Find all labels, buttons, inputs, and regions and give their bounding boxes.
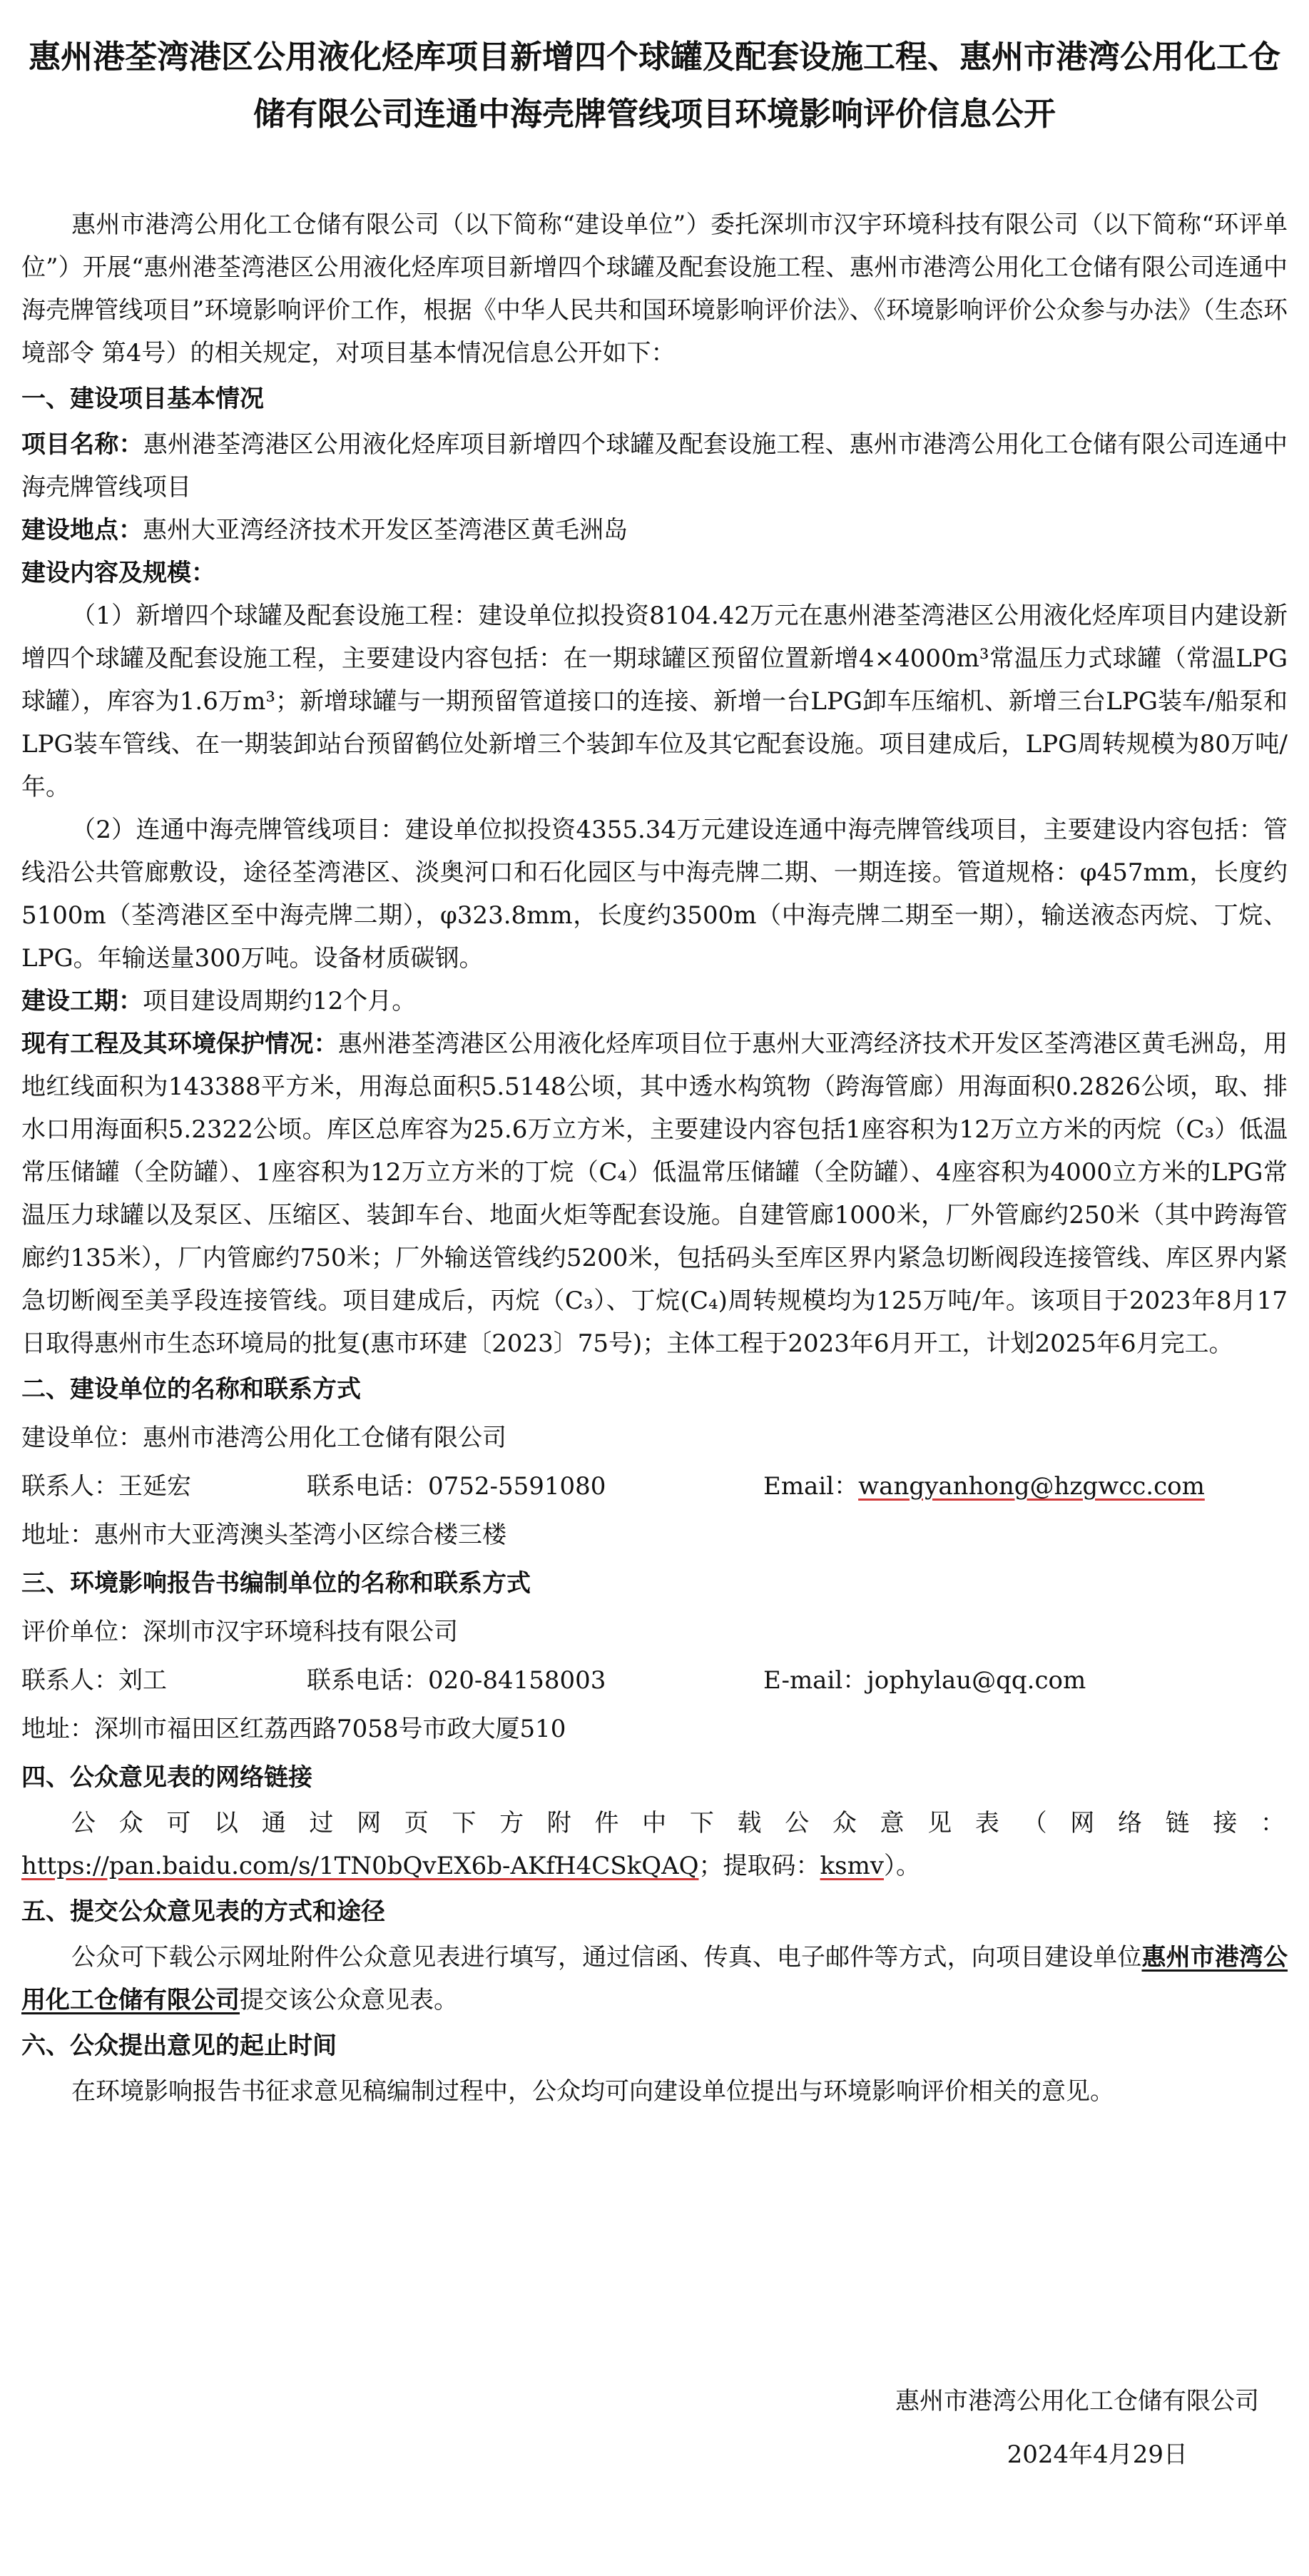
signature-company: 惠州市港湾公用化工仓储有限公司 [895,2387,1259,2415]
public-form-link[interactable]: https://pan.baidu.com/s/1TN0bQvEX6b-AKfH4CSkQAQ [21,1852,699,1880]
builder-contact: 联系人：王延宏 [21,1472,191,1501]
builder-email-link[interactable]: wangyanhong@hzgwcc.com [858,1472,1205,1501]
submission-company: 惠州市港湾公用化工仓储有限公司 [21,1943,1288,2014]
evaluator-unit: 评价单位：深圳市汉宇环境科技有限公司 [21,1618,458,1646]
public-form-intro: 公众可以通过网页下方附件中下载公众意见表（网络链接： [71,1809,1288,1837]
project-scope-label: 建设内容及规模： [21,559,215,587]
section-1-heading: 一、建设项目基本情况 [21,385,264,413]
project-period-value: 项目建设周期约12个月。 [143,987,417,1015]
scope-item-1: （1）新增四个球罐及配套设施工程：建设单位拟投资8104.42万元在惠州港荃湾港区公用液化烃库项目内建设新增四个球罐及配套设施工程，主要建设内容包括：在一期球罐区预留位置新增4×4000m³常温压力式球罐（常温LPG球罐），库容为1.6万m³；新增球罐与一期预留管道接口的连接、新增一台LPG卸车压缩机、新增三台LPG装车/船泵和LPG装车管线、在一期装卸站台预留鹤位处新增三个装卸车位及其它配套设施。项目建成后，LPG周转规模为80万吨/年。 [21,602,1288,801]
evaluator-contact-row [21,1656,1288,1705]
signature-date: 2024年4月29日 [1007,2440,1188,2469]
public-form-link-line: https://pan.baidu.com/s/1TN0bQvEX6b-AKfH4CSkQAQ；提取码：ksmv）。 [21,1852,921,1880]
extraction-code: ksmv [820,1852,885,1880]
existing-works [21,1023,1288,1365]
builder-address: 地址：惠州市大亚湾澳头荃湾小区综合楼三楼 [21,1521,506,1549]
intro-paragraph: 惠州市港湾公用化工仓储有限公司（以下简称“建设单位”）委托深圳市汉宇环境科技有限公司（以下简称“环评单位”）开展“惠州港荃湾港区公用液化烃库项目新增四个球罐及配套设施工程、惠州市港湾公用化工仓储有限公司连通中海壳牌管线项目”环境影响评价工作，根据《中华人民共和国环境影响评价法》、《环境影响评价公众参与办法》（生态环境部令 第4号）的相关规定，对项目基本情况信息公开如下： [21,211,1288,367]
existing-works-label: 现有工程及其环境保护情况： [21,1030,338,1058]
evaluator-email-link[interactable]: jophylau@qq.com [867,1666,1086,1695]
document-page [21,29,1288,2113]
project-name-label: 项目名称： [21,430,143,459]
existing-works-value: 惠州港荃湾港区公用液化烃库项目位于惠州大亚湾经济技术开发区荃湾港区黄毛洲岛，用地红线面积为143388平方米，用海总面积5.5148公顷，其中透水构筑物（跨海管廊）用海面积0.2826公顷，取、排水口用海面积5.2322公顷。库区总库容为25.6万立方米，主要建设内容包括1座容积为12万立方米的丙烷（C₃）低温常压储罐（全防罐）、1座容积为12万立方米的丁烷（C₄）低温常压储罐（全防罐）、4座容积为4000立方米的LPG常温压力球罐以及泵区、压缩区、装卸车台、地面火炬等配套设施。自建管廊1000米，厂外管廊约250米（其中跨海管廊约135米），厂内管廊约750米；厂外输送管线约5200米，包括码头至库区界内紧急切断阀段连接管线、库区界内紧急切断阀至美孚段连接管线。项目建成后，丙烷（C₃）、丁烷(C₄)周转规模均为125万吨/年。该项目于2023年8月17日取得惠州市生态环境局的批复(惠市环建〔2023〕75号)；主体工程于2023年6月开工，计划2025年6月完工。 [21,1030,1288,1358]
project-site [21,509,1288,552]
submission-text: 公众可下载公示网址附件公众意见表进行填写，通过信函、传真、电子邮件等方式，向项目建设单位惠州市港湾公用化工仓储有限公司提交该公众意见表。 [21,1943,1288,2014]
evaluator-address: 地址：深圳市福田区红荔西路7058号市政大厦510 [21,1715,566,1743]
section-5-heading: 五、提交公众意见表的方式和途径 [21,1897,385,1926]
section-3-heading: 三、环境影响报告书编制单位的名称和联系方式 [21,1569,531,1598]
period-text: 在环境影响报告书征求意见稿编制过程中，公众均可向建设单位提出与环境影响评价相关的意见。 [71,2077,1114,2106]
scope-item-2: （2）连通中海壳牌管线项目：建设单位拟投资4355.34万元建设连通中海壳牌管线项目，主要建设内容包括：管线沿公共管廊敷设，途径荃湾港区、淡奥河口和石化园区与中海壳牌二期、一期连接。管道规格：φ457mm，长度约5100m（荃湾港区至中海壳牌二期），φ323.8mm，长度约3500m（中海壳牌二期至一期），输送液态丙烷、丁烷、LPG。年输送量300万吨。设备材质碳钢。 [21,816,1288,973]
project-period [21,980,1288,1023]
builder-contact-row [21,1462,1288,1511]
project-name-value: 惠州港荃湾港区公用液化烃库项目新增四个球罐及配套设施工程、惠州市港湾公用化工仓储有限公司连通中海壳牌管线项目 [21,430,1288,502]
builder-unit: 建设单位：惠州市港湾公用化工仓储有限公司 [21,1424,506,1452]
section-4-heading: 四、公众意见表的网络链接 [21,1763,312,1792]
document-title: 惠州港荃湾港区公用液化烃库项目新增四个球罐及配套设施工程、惠州市港湾公用化工仓储有限公司连通中海壳牌管线项目环境影响评价信息公开 [28,38,1280,133]
builder-phone: 联系电话：0752-5591080 [307,1472,606,1501]
section-2-heading: 二、建设单位的名称和联系方式 [21,1375,361,1404]
evaluator-contact: 联系人：刘工 [21,1666,167,1695]
project-name [21,423,1288,509]
project-site-value: 惠州大亚湾经济技术开发区荃湾港区黄毛洲岛 [143,516,628,544]
evaluator-email: E-mail：jophylau@qq.com [763,1666,1086,1695]
evaluator-phone: 联系电话：020-84158003 [307,1666,606,1695]
project-site-label: 建设地点： [21,516,143,544]
builder-email: Email：wangyanhong@hzgwcc.com [763,1472,1205,1501]
project-period-label: 建设工期： [21,987,143,1015]
section-6-heading: 六、公众提出意见的起止时间 [21,2032,337,2060]
